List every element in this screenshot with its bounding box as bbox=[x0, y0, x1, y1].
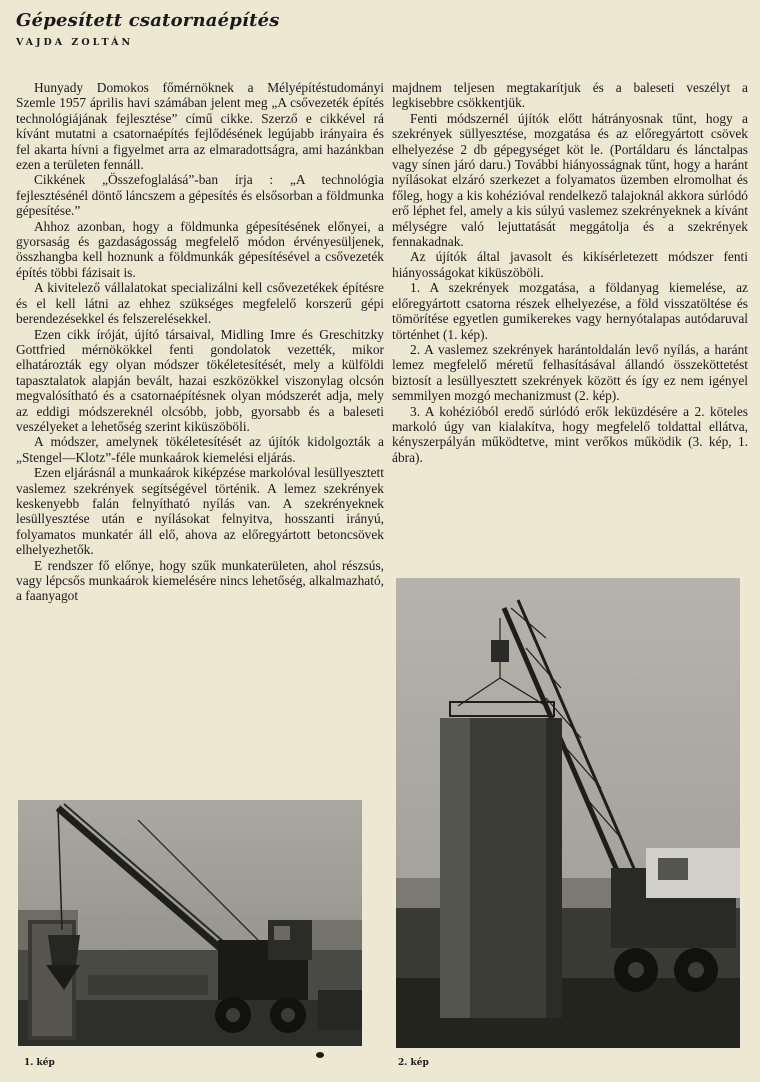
paragraph: Hunyady Domokos főmérnöknek a Mélyépítéstudományi Szemle 1957 április havi számában jelent meg „A csővezeték építés technológiájának fejlesztése” című cikke. Szerző e cikkével rá kívánt mutatni a csatornaépítés fejlődésének legújabb irányaira és fel akarta hívni a figyelmet arra az elmaradottságra, ami hazánkban ezen a területen fennáll. bbox=[16, 80, 384, 173]
article-author: VAJDA ZOLTÁN bbox=[16, 37, 134, 48]
paragraph: Ezen eljárásnál a munkaárok kiképzése markolóval lesüllyesztett vaslemez szekrények segítségével történik. A lemez szekrények keskenyebb falán felnyítható nyílás van. A szekrényeknek lesüllyesztése után e nyílásokat felnyitva, hosszanti irányú, folyamatos munkatér áll elő, ahova az előregyártott betoncsövek elhelyezhetők. bbox=[16, 465, 384, 558]
figure-1-caption: 1. kép bbox=[24, 1058, 55, 1068]
page-ornament-dot bbox=[316, 1052, 324, 1058]
paragraph-continuation: majdnem teljesen megtakarítjuk és a baleseti veszélyt a legkisebbre csökkentjük. bbox=[392, 80, 748, 111]
paragraph: 3. A kohézióból eredő súrlódó erők leküzdésére a 2. köteles markoló úgy van kialakítva, hogy megfelelő toldattal ellátva, kényszerpályán működtetve, mint verőkos működik (3. kép, 1. ábra). bbox=[392, 403, 748, 465]
paragraph: A kivitelező vállalatokat specializálni kell csővezetékek építésre és el kell látni az ehhez szükséges megfelelő korszerű gépi berendezésekkel és felszerelésekkel. bbox=[16, 280, 384, 327]
paragraph: Ezen cikk íróját, újító társaival, Midling Imre és Greschitzky Gottfried mérnökökkel fenti gondolatok vezették, mikor elhatározták egy olyan módszer tökéletesítését, mely a külföldi tapasztalatok alapján bevált, hazai eszközökkel viszonylag olcsón megvalósítható és a csatornaépítésnek olyan módszerét adja, mely az eddigi módszereknél olcsóbb, jobb, gyorsabb és a baleseti veszélyeket a lehetőség szerint kiküszöböli. bbox=[16, 326, 384, 434]
paragraph: Ahhoz azonban, hogy a földmunka gépesítésének előnyei, a gyorsaság és gazdaságosság megfelelő módon érvényesüljenek, összhangba kell hoznunk a földmunkák gépesítésével a csővezeték építés többi fázisait is. bbox=[16, 218, 384, 280]
paragraph: E rendszer fő előnye, hogy szűk munkaterületen, ahol részsús, vagy lépcsős munkaárok kiemelésére nincs lehetőség, alkalmazható, a faanyagot bbox=[16, 557, 384, 604]
crane-lifting-box-photo bbox=[396, 578, 740, 1048]
right-text-column bbox=[392, 80, 748, 465]
left-text-column bbox=[16, 80, 384, 604]
paragraph: Cikkének „Összefoglalásá”-ban írja : „A technológia fejlesztésénél döntő láncszem a gépesítés és elsősorban a földmunka gépesítése.” bbox=[16, 172, 384, 219]
article-title: Gépesített csatornaépítés bbox=[16, 10, 280, 31]
paragraph: 2. A vaslemez szekrények harántoldalán levő nyílás, a haránt lemez megfelelő méretű felhasításával állandó összeköttetést biztosít a lesüllyesztett szekrények között és így ez nem igényel semmilyen mozgó mechanizmust (2. kép). bbox=[392, 341, 748, 404]
paragraph: A módszer, amelynek tökéletesítését az újítók kidolgozták a „Stengel—Klotz”-féle munkaárok kiemelési eljárás. bbox=[16, 434, 384, 465]
paragraph: Az újítók által javasolt és kikísérletezett módszer fenti hiányosságokat kiküszöböli. bbox=[392, 249, 748, 280]
paragraph: Fenti módszernél újítók előtt hátrányosnak tűnt, hogy a szekrények süllyesztése, mozgatása és az előregyártott csövek elhelyezése 2 db gépegységet köt le. (Portáldaru és lánctalpas vagy sínen járó daru.) További hiányosságnak tűnt, hogy a haránt nyílásokat elzáró szerkezet a folyamatos üzemben elromolhat és főleg, hogy a kis kohézióval rendelkező talajoknál akkora súrlódó erő léphet fel, amely a kis súlyú vaslemez szekrényeknek a kívánt mélységre való lejuttatását meggátolja és a szekrények fennakadnak. bbox=[392, 110, 748, 250]
crane-excavator-photo bbox=[18, 800, 362, 1046]
paragraph: 1. A szekrények mozgatása, a földanyag kiemelése, az előregyártott csatorna részek elhelyezése, a föld visszatöltése és tömörítése egyetlen gumikerekes vagy hernyótalapas autódaruval történhet (1. kép). bbox=[392, 280, 748, 342]
figure-2-caption: 2. kép bbox=[398, 1058, 429, 1068]
